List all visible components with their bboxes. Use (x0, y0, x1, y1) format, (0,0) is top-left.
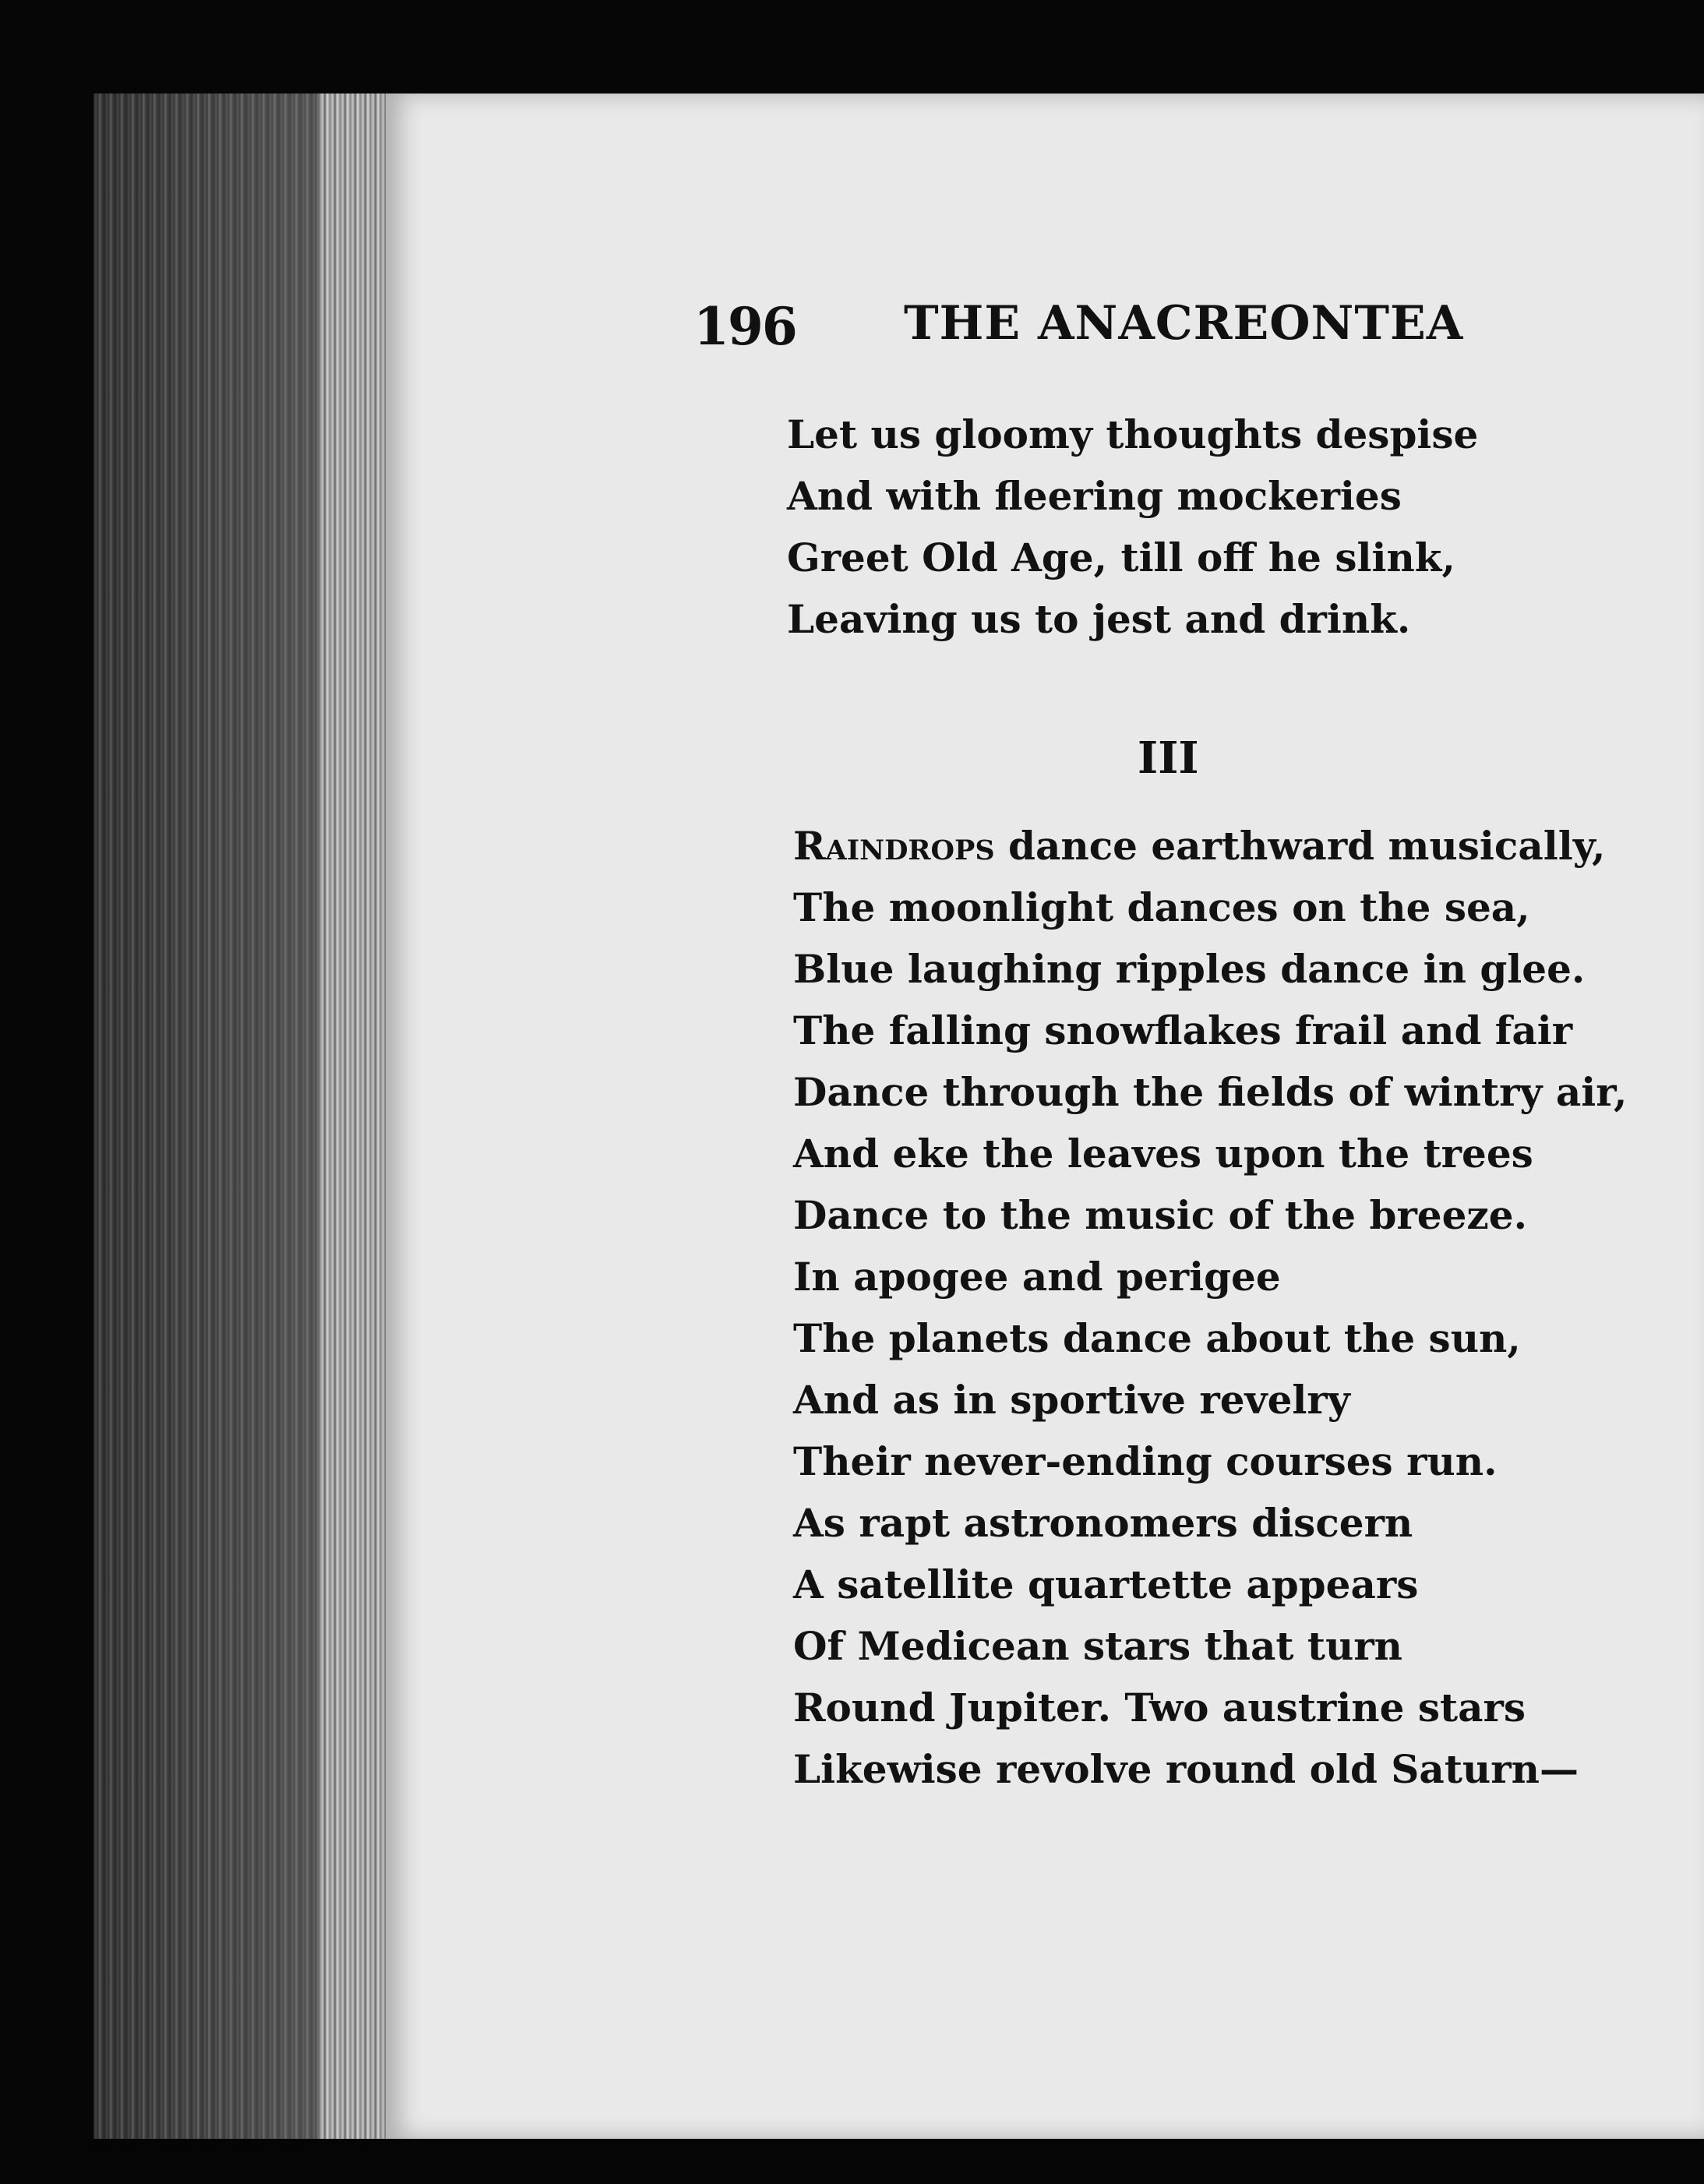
verse-line: The falling snowflakes frail and fair (793, 1007, 1573, 1053)
section-numeral: III (1138, 732, 1199, 784)
verse-line: Likewise revolve round old Saturn— (793, 1746, 1579, 1792)
verse-line: Dance through the fields of wintry air, (793, 1069, 1628, 1115)
verse-line: As rapt astronomers discern (793, 1500, 1413, 1546)
first-line-rest: dance earthward musically, (994, 823, 1606, 869)
verse-line: Of Medicean stars that turn (793, 1623, 1403, 1669)
verse-line: The moonlight dances on the sea, (793, 884, 1530, 930)
verse-line: In apogee and perigee (793, 1254, 1281, 1300)
verse-line: Blue laughing ripples dance in glee. (793, 946, 1586, 992)
stanza-two (793, 815, 1627, 1800)
scan-bottom-edge (0, 2139, 1704, 2184)
verse-line: Let us gloomy thoughts despise (787, 411, 1479, 457)
verse-line-first (793, 815, 1627, 877)
verse-line: A satellite quartette appears (793, 1561, 1419, 1607)
verse-line: Leaving us to jest and drink. (787, 596, 1411, 642)
verse-line: Their never-ending courses run. (793, 1438, 1498, 1484)
verse-line: And as in sportive revelry (793, 1377, 1350, 1423)
verse-line: Greet Old Age, till off he slink, (787, 535, 1455, 580)
verse-line: Round Jupiter. Two austrine stars (793, 1685, 1526, 1731)
verse-line: And eke the leaves upon the trees (793, 1131, 1533, 1177)
page-number: 196 (693, 296, 796, 357)
verse-line: Dance to the music of the breeze. (793, 1192, 1528, 1238)
verse-line: And with fleering mockeries (787, 473, 1402, 519)
stanza-one (787, 404, 1478, 650)
running-title: THE ANACREONTEA (904, 296, 1464, 351)
book-page-edges (93, 93, 405, 2143)
drop-word: Raindrops (793, 823, 995, 869)
verse-line: The planets dance about the sun, (793, 1315, 1521, 1361)
